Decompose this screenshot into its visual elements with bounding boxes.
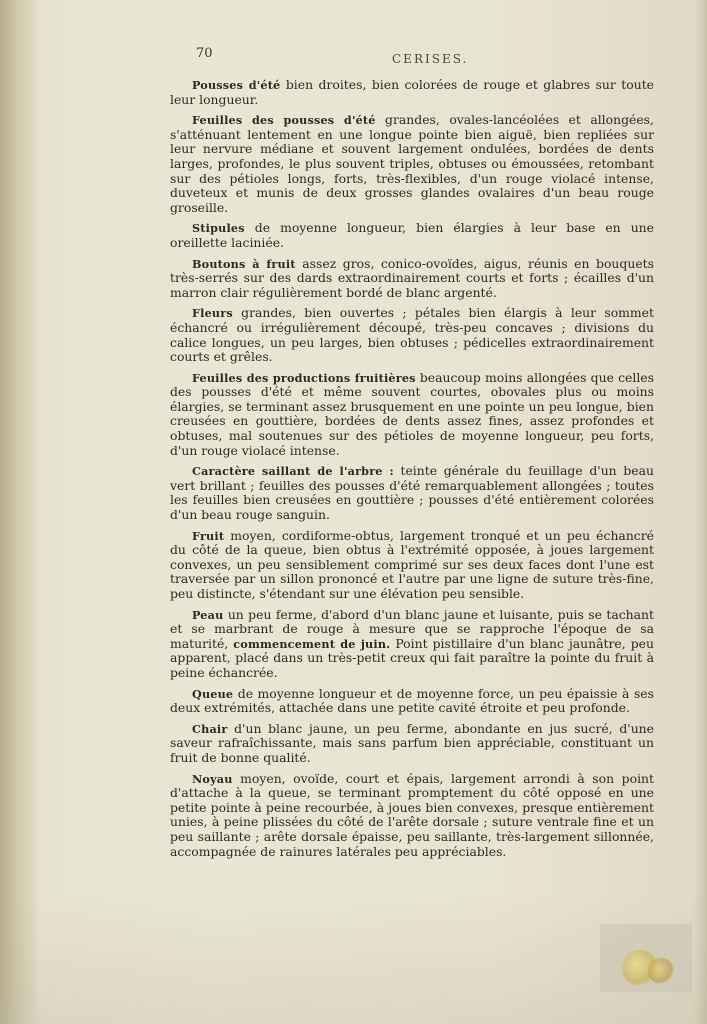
body-text	[170, 78, 654, 865]
paragraph-lead: Feuilles des pousses d'été	[192, 113, 376, 128]
paragraph-text-continued: Point pistillaire d'un blanc jaunâtre, peu apparent, placé dans un très-petit creux qui fait paraître la pointe du fruit à peine échancrée.	[170, 635, 654, 680]
paragraph-lead: Fleurs	[192, 306, 233, 321]
paragraph-noyau	[170, 772, 654, 860]
paragraph-text: bien droites, bien colorées de rouge et glabres sur toute leur longueur.	[170, 77, 654, 107]
paragraph-peau	[170, 608, 654, 681]
paragraph-text: assez gros, conico-ovoïdes, aigus, réunis en bouquets très-serrés sur des dards extraordinairement courts et forts ; écailles d'un marron clair régulièrement bordé de blanc argenté.	[170, 255, 654, 300]
paragraph-fleurs	[170, 306, 654, 364]
paragraph-lead: Stipules	[192, 221, 245, 236]
paragraph-text: teinte générale du feuillage d'un beau vert brillant ; feuilles des pousses d'été remarquablement allongées ; toutes les feuilles bien creusées en gouttière ; pousses d'été entièrement colorées d'un beau rouge sanguin.	[170, 463, 654, 523]
fruit-illustration-icon-2	[648, 958, 674, 984]
page-number: 70	[196, 46, 213, 61]
paragraph-queue	[170, 687, 654, 716]
paragraph-lead: Pousses d'été	[192, 78, 281, 92]
paragraph-lead: Noyau	[192, 771, 233, 786]
paragraph-boutons	[170, 257, 654, 301]
paragraph-lead: Peau	[192, 607, 224, 622]
paragraph-text: d'un blanc jaune, un peu ferme, abondante en jus sucré, d'une saveur rafraîchissante, mais sans parfum bien appréciable, constituant un fruit de bonne qualité.	[170, 720, 654, 765]
paragraph-feuilles-productions	[170, 371, 654, 459]
page-edge-shadow	[693, 0, 707, 1024]
paragraph-text: grandes, bien ouvertes ; pétales bien élargis à leur sommet échancré ou irrégulièrement découpé, très-peu concaves ; divisions du calice longues, un peu larges, bien obtuses ; pédicelles extraordinairement courts et grêles.	[170, 305, 654, 365]
paragraph-lead: Caractère saillant de l'arbre :	[192, 464, 394, 479]
paragraph-text: grandes, ovales-lancéolées et allongées, s'atténuant lentement en une longue pointe bien aiguë, bien repliées sur leur nervure médiane et souvent largement ondulées, bordées de dents larges, profondes, le plus souvent triples, obtuses ou émoussées, retombant sur des pétioles longs, forts, très-flexibles, d'un rouge violacé intense, duveteux et munis de deux grosses glandes ovalaires d'un beau rouge groseille.	[170, 112, 654, 215]
paragraph-text: moyen, cordiforme-obtus, largement tronqué et un peu échancré du côté de la queue, bien obtus à l'extrémité opposée, à joues largement convexes, un peu sensiblement comprimé sur ses deux faces dont l'une est traversée par un sillon prononcé et l'autre par une ligne de suture très-fine, peu distincte, s'étendant sur une élévation peu sensible.	[170, 527, 654, 601]
paragraph-lead: Fruit	[192, 528, 225, 543]
paragraph-feuilles-pousses	[170, 113, 654, 215]
paragraph-text: beaucoup moins allongées que celles des pousses d'été et même souvent courtes, obovales plus ou moins élargies, se terminant assez brusquement en une pointe un peu longue, bien creusées en gouttière, bordées de dents assez fines, assez profondes et obtuses, mal soutenues sur des pétioles de moyenne longueur, peu forts, d'un rouge violacé intense.	[170, 369, 654, 458]
paragraph-lead: Feuilles des productions fruitières	[192, 370, 416, 385]
paragraph-chair	[170, 722, 654, 766]
paragraph-pousses	[170, 78, 654, 107]
running-head: CERISES.	[392, 52, 469, 66]
paragraph-stipules	[170, 221, 654, 250]
paragraph-caractere	[170, 464, 654, 522]
paragraph-lead: Boutons à fruit	[192, 256, 296, 271]
paragraph-lead: Queue	[192, 686, 234, 701]
paragraph-text: de moyenne longueur, bien élargies à leur base en une oreillette laciniée.	[170, 220, 654, 250]
paragraph-text: de moyenne longueur et de moyenne force, un peu épaissie à ses deux extrémités, attachée dans une petite cavité étroite et peu profonde.	[170, 685, 654, 716]
paragraph-text: un peu ferme, d'abord d'un blanc jaune et luisante, puis se tachant et se marbrant de rouge à mesure que se rapproche l'époque de sa maturité,	[170, 606, 654, 651]
paragraph-fruit	[170, 529, 654, 602]
book-spine-shadow	[0, 0, 38, 1024]
paragraph-text: moyen, ovoïde, court et épais, largement arrondi à son point d'attache à la queue, se terminant promptement du côté opposé en une petite pointe à peine recourbée, à joues bien convexes, presque entièrement unies, à peine plissées du côté de l'arête dorsale ; suture ventrale fine et un peu saillante ; arête dorsale épaisse, peu saillante, très-largement sillonnée, accompagnée de rainures latérales peu appréciables.	[170, 770, 654, 859]
paragraph-lead-maturity: commencement de juin.	[233, 636, 391, 651]
paragraph-lead: Chair	[192, 721, 228, 736]
